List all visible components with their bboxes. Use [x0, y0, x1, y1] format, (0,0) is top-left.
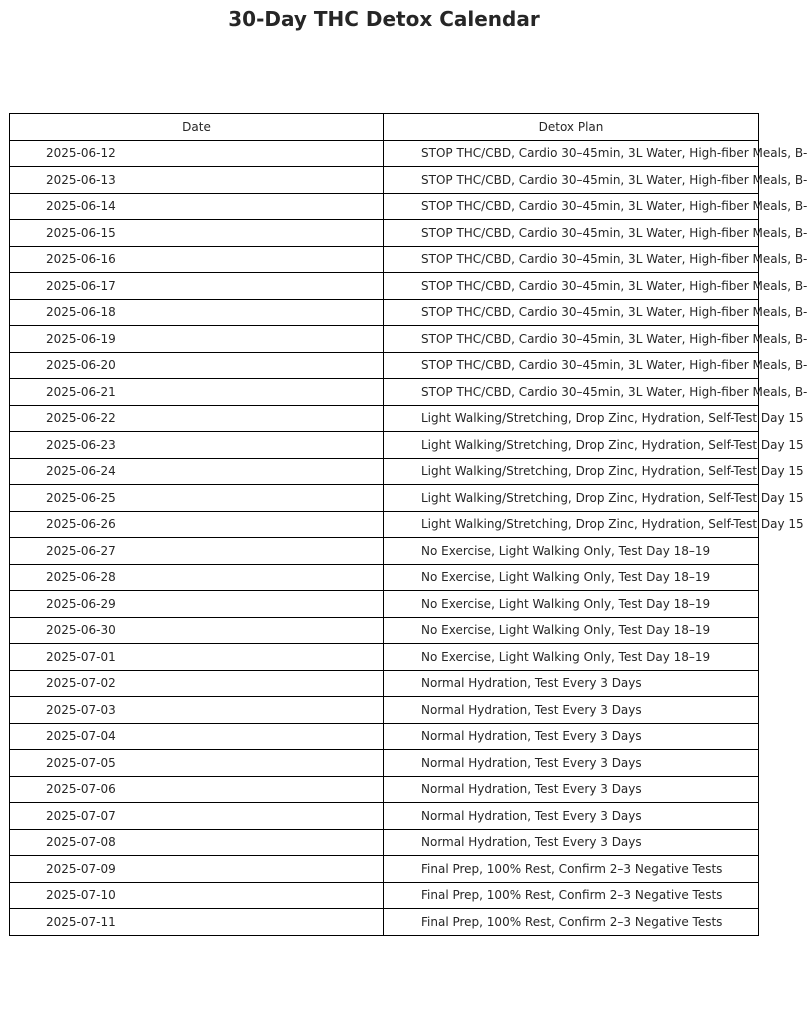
- detox-plan-cell: STOP THC/CBD, Cardio 30–45min, 3L Water, High-fiber Meals, B-: [384, 246, 759, 273]
- table-row: [10, 803, 759, 830]
- date-cell: 2025-06-28: [10, 564, 384, 591]
- detox-table-container: [9, 113, 807, 936]
- table-row: [10, 246, 759, 273]
- detox-plan-cell: No Exercise, Light Walking Only, Test Day 18–19: [384, 617, 759, 644]
- date-cell: 2025-06-13: [10, 167, 384, 194]
- detox-plan-cell: Final Prep, 100% Rest, Confirm 2–3 Negative Tests: [384, 882, 759, 909]
- detox-plan-cell: Light Walking/Stretching, Drop Zinc, Hydration, Self-Test Day 15: [384, 432, 759, 459]
- table-row: [10, 326, 759, 353]
- date-cell: 2025-06-29: [10, 591, 384, 618]
- date-cell: 2025-06-23: [10, 432, 384, 459]
- table-row: [10, 140, 759, 167]
- table-row: [10, 617, 759, 644]
- detox-plan-cell: Normal Hydration, Test Every 3 Days: [384, 723, 759, 750]
- table-row: [10, 511, 759, 538]
- detox-plan-cell: Normal Hydration, Test Every 3 Days: [384, 697, 759, 724]
- chart-title: 30-Day THC Detox Calendar: [228, 7, 540, 31]
- table-row: [10, 564, 759, 591]
- table-row: [10, 193, 759, 220]
- date-cell: 2025-06-30: [10, 617, 384, 644]
- detox-plan-cell: STOP THC/CBD, Cardio 30–45min, 3L Water, High-fiber Meals, B-: [384, 273, 759, 300]
- date-cell: 2025-07-08: [10, 829, 384, 856]
- table-row: [10, 458, 759, 485]
- table-row: [10, 856, 759, 883]
- table-row: [10, 432, 759, 459]
- detox-plan-cell: No Exercise, Light Walking Only, Test Day 18–19: [384, 591, 759, 618]
- date-cell: 2025-07-02: [10, 670, 384, 697]
- table-row: [10, 750, 759, 777]
- detox-plan-cell: STOP THC/CBD, Cardio 30–45min, 3L Water, High-fiber Meals, B-: [384, 299, 759, 326]
- table-row: [10, 723, 759, 750]
- date-cell: 2025-06-24: [10, 458, 384, 485]
- date-cell: 2025-07-06: [10, 776, 384, 803]
- detox-plan-cell: Normal Hydration, Test Every 3 Days: [384, 829, 759, 856]
- detox-plan-cell: STOP THC/CBD, Cardio 30–45min, 3L Water, High-fiber Meals, B-: [384, 326, 759, 353]
- table-row: [10, 220, 759, 247]
- date-cell: 2025-06-15: [10, 220, 384, 247]
- detox-plan-cell: Light Walking/Stretching, Drop Zinc, Hydration, Self-Test Day 15: [384, 405, 759, 432]
- table-body: [10, 140, 807, 935]
- table-row: [10, 591, 759, 618]
- date-cell: 2025-06-21: [10, 379, 384, 406]
- detox-plan-cell: STOP THC/CBD, Cardio 30–45min, 3L Water, High-fiber Meals, B-: [384, 140, 759, 167]
- date-cell: 2025-07-11: [10, 909, 384, 936]
- detox-plan-cell: STOP THC/CBD, Cardio 30–45min, 3L Water, High-fiber Meals, B-: [384, 220, 759, 247]
- detox-plan-cell: Normal Hydration, Test Every 3 Days: [384, 750, 759, 777]
- detox-plan-cell: Normal Hydration, Test Every 3 Days: [384, 776, 759, 803]
- date-cell: 2025-06-17: [10, 273, 384, 300]
- detox-plan-cell: STOP THC/CBD, Cardio 30–45min, 3L Water, High-fiber Meals, B-: [384, 193, 759, 220]
- date-cell: 2025-06-12: [10, 140, 384, 167]
- table-row: [10, 909, 759, 936]
- detox-plan-cell: Light Walking/Stretching, Drop Zinc, Hydration, Self-Test Day 15: [384, 458, 759, 485]
- date-cell: 2025-06-22: [10, 405, 384, 432]
- detox-plan-cell: Light Walking/Stretching, Drop Zinc, Hydration, Self-Test Day 15: [384, 485, 759, 512]
- detox-plan-cell: Final Prep, 100% Rest, Confirm 2–3 Negative Tests: [384, 856, 759, 883]
- date-cell: 2025-06-19: [10, 326, 384, 353]
- date-cell: 2025-07-04: [10, 723, 384, 750]
- table-row: [10, 644, 759, 671]
- detox-plan-cell: No Exercise, Light Walking Only, Test Day 18–19: [384, 538, 759, 565]
- date-cell: 2025-06-20: [10, 352, 384, 379]
- table-row: [10, 670, 759, 697]
- table-row: [10, 829, 759, 856]
- detox-plan-cell: STOP THC/CBD, Cardio 30–45min, 3L Water, High-fiber Meals, B-: [384, 379, 759, 406]
- table-row: [10, 273, 759, 300]
- detox-plan-cell: Normal Hydration, Test Every 3 Days: [384, 670, 759, 697]
- date-cell: 2025-06-14: [10, 193, 384, 220]
- table-row: [10, 697, 759, 724]
- header-row: [10, 114, 759, 141]
- detox-plan-cell: No Exercise, Light Walking Only, Test Day 18–19: [384, 564, 759, 591]
- table-row: [10, 299, 759, 326]
- table-row: [10, 882, 759, 909]
- table-row: [10, 776, 759, 803]
- date-cell: 2025-06-25: [10, 485, 384, 512]
- table-header: [10, 114, 759, 141]
- date-cell: 2025-07-09: [10, 856, 384, 883]
- table-row: [10, 405, 759, 432]
- date-cell: 2025-07-07: [10, 803, 384, 830]
- date-cell: 2025-06-16: [10, 246, 384, 273]
- table-row: [10, 485, 759, 512]
- date-cell: 2025-06-27: [10, 538, 384, 565]
- date-cell: 2025-06-18: [10, 299, 384, 326]
- table-row: [10, 167, 759, 194]
- detox-plan-cell: No Exercise, Light Walking Only, Test Day 18–19: [384, 644, 759, 671]
- detox-plan-cell: Normal Hydration, Test Every 3 Days: [384, 803, 759, 830]
- date-cell: 2025-07-05: [10, 750, 384, 777]
- table-row: [10, 538, 759, 565]
- column-header-date: Date: [10, 114, 384, 141]
- table-row: [10, 379, 759, 406]
- column-header-detox-plan: Detox Plan: [384, 114, 759, 141]
- detox-plan-cell: Final Prep, 100% Rest, Confirm 2–3 Negative Tests: [384, 909, 759, 936]
- detox-plan-cell: Light Walking/Stretching, Drop Zinc, Hydration, Self-Test Day 15: [384, 511, 759, 538]
- detox-plan-cell: STOP THC/CBD, Cardio 30–45min, 3L Water, High-fiber Meals, B-: [384, 352, 759, 379]
- detox-calendar-table: [9, 113, 807, 936]
- date-cell: 2025-07-03: [10, 697, 384, 724]
- date-cell: 2025-07-01: [10, 644, 384, 671]
- date-cell: 2025-07-10: [10, 882, 384, 909]
- table-row: [10, 352, 759, 379]
- detox-plan-cell: STOP THC/CBD, Cardio 30–45min, 3L Water, High-fiber Meals, B-: [384, 167, 759, 194]
- date-cell: 2025-06-26: [10, 511, 384, 538]
